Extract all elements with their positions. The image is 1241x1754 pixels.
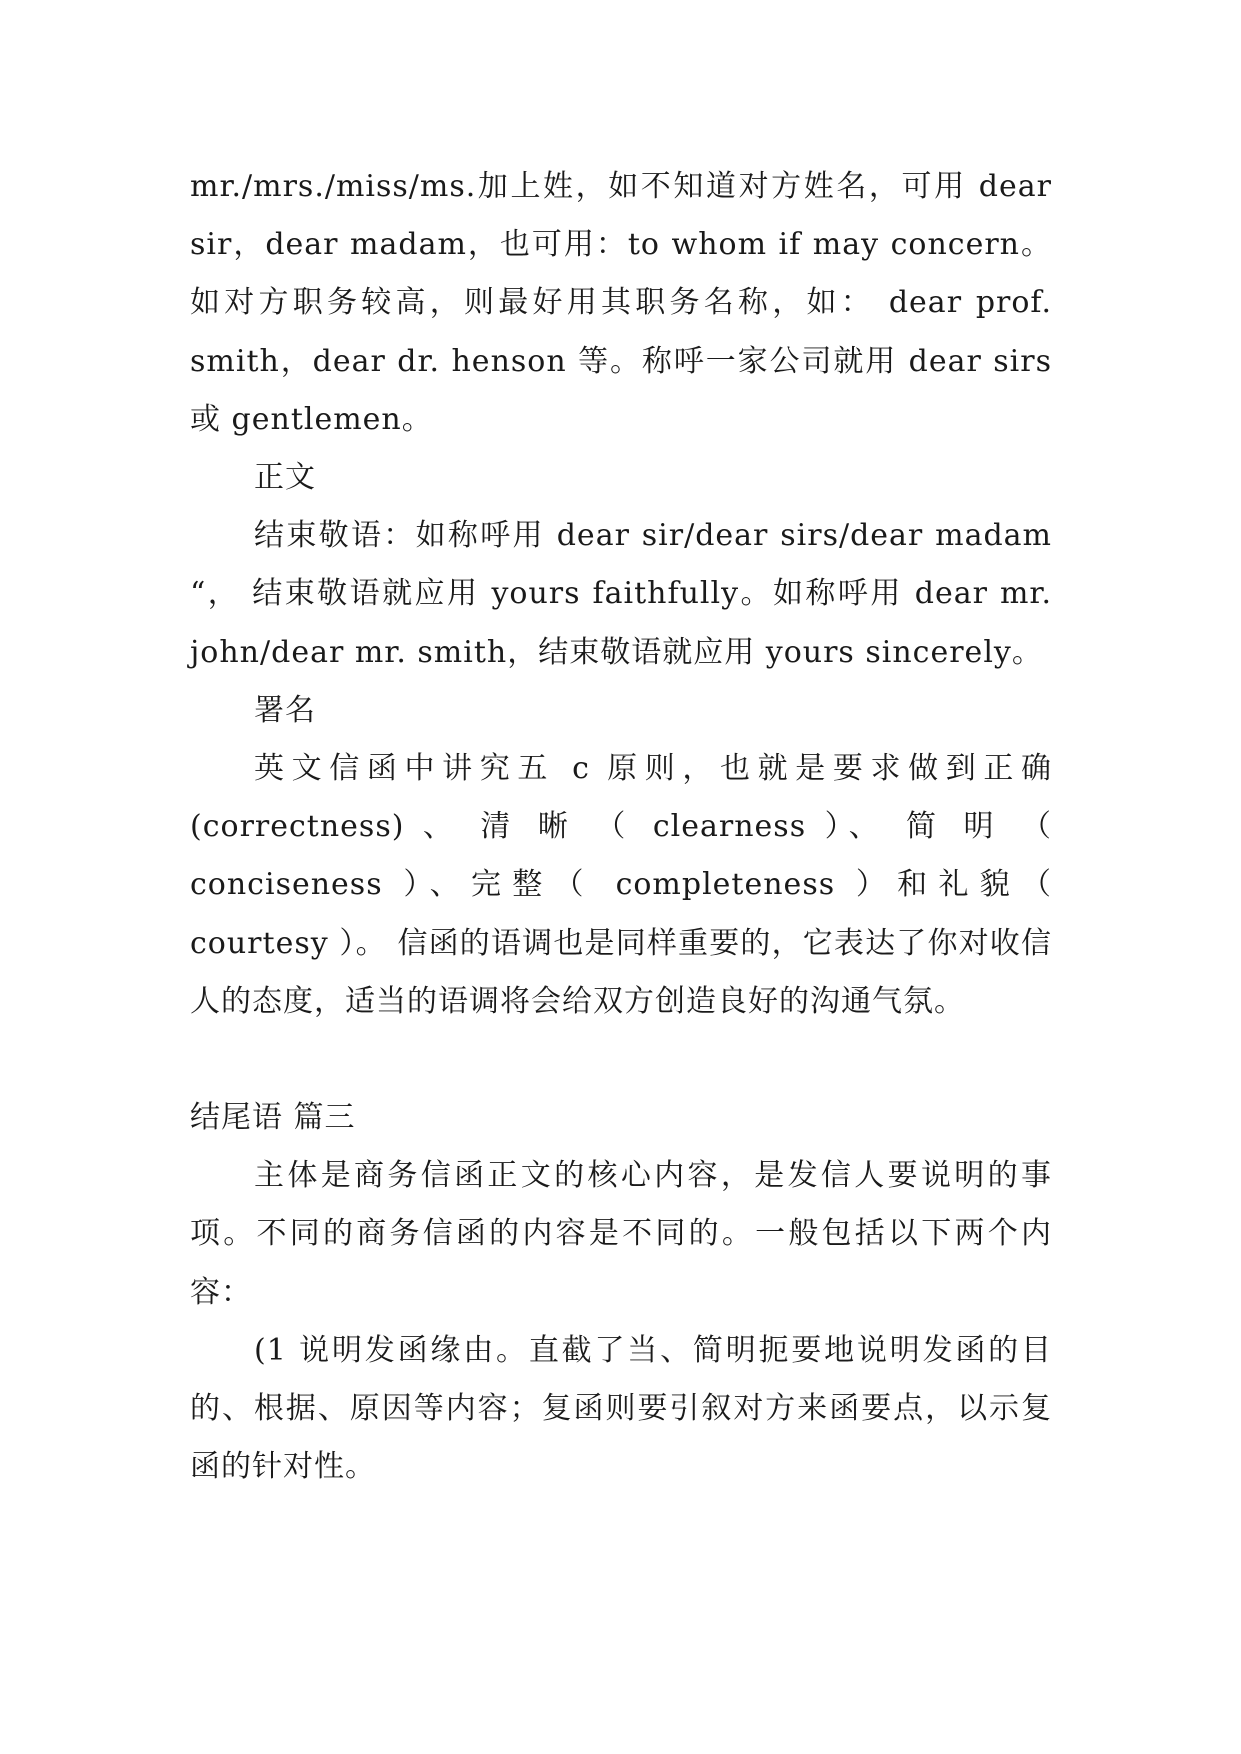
paragraph-main-content: 主体是商务信函正文的核心内容，是发信人要说明的事项。不同的商务信函的内容是不同的。一般包括以下两个内容： bbox=[190, 1158, 1052, 1310]
paragraph-reason-item: (1 说明发函缘由。直截了当、简明扼要地说明发函的目的、根据、原因等内容；复函则要引叙对方来函要点，以示复函的针对性。 bbox=[190, 1332, 1052, 1485]
paragraph-five-c-principle: 英文信函中讲究五 c 原则，也就是要求做到正确(correctness) 、 清 晰 （ clearness ）、 简 明 （ conciseness ）、完整（ completeness ）和礼貌（ courtesy ）。 信函的语调也是同样重要的，它表达了你对收信人的态度，适当的语调将会给双方创造良好的沟通气氛。 bbox=[190, 751, 1052, 1019]
section-heading: 结尾语 篇三 bbox=[190, 1100, 356, 1136]
paragraph-signature-label: 署名 bbox=[254, 692, 316, 728]
paragraph-closing-rules: 结束敬语：如称呼用 dear sir/dear sirs/dear madam “， 结束敬语就应用 yours faithfully。如称呼用 dear mr. john/dear mr. smith，结束敬语就应用 yours sincerely。 bbox=[190, 518, 1052, 670]
document-page bbox=[190, 158, 1052, 1496]
paragraph-body-label: 正文 bbox=[254, 460, 316, 496]
paragraph-salutation-rules: mr./mrs./miss/ms.加上姓，如不知道对方姓名，可用 dear sir，dear madam，也可用：to whom if may concern。如对方职务较高，则最好用其职务名称，如： dear prof. smith，dear dr. henson 等。称呼一家公司就用 dear sirs 或 gentlemen。 bbox=[190, 169, 1052, 437]
